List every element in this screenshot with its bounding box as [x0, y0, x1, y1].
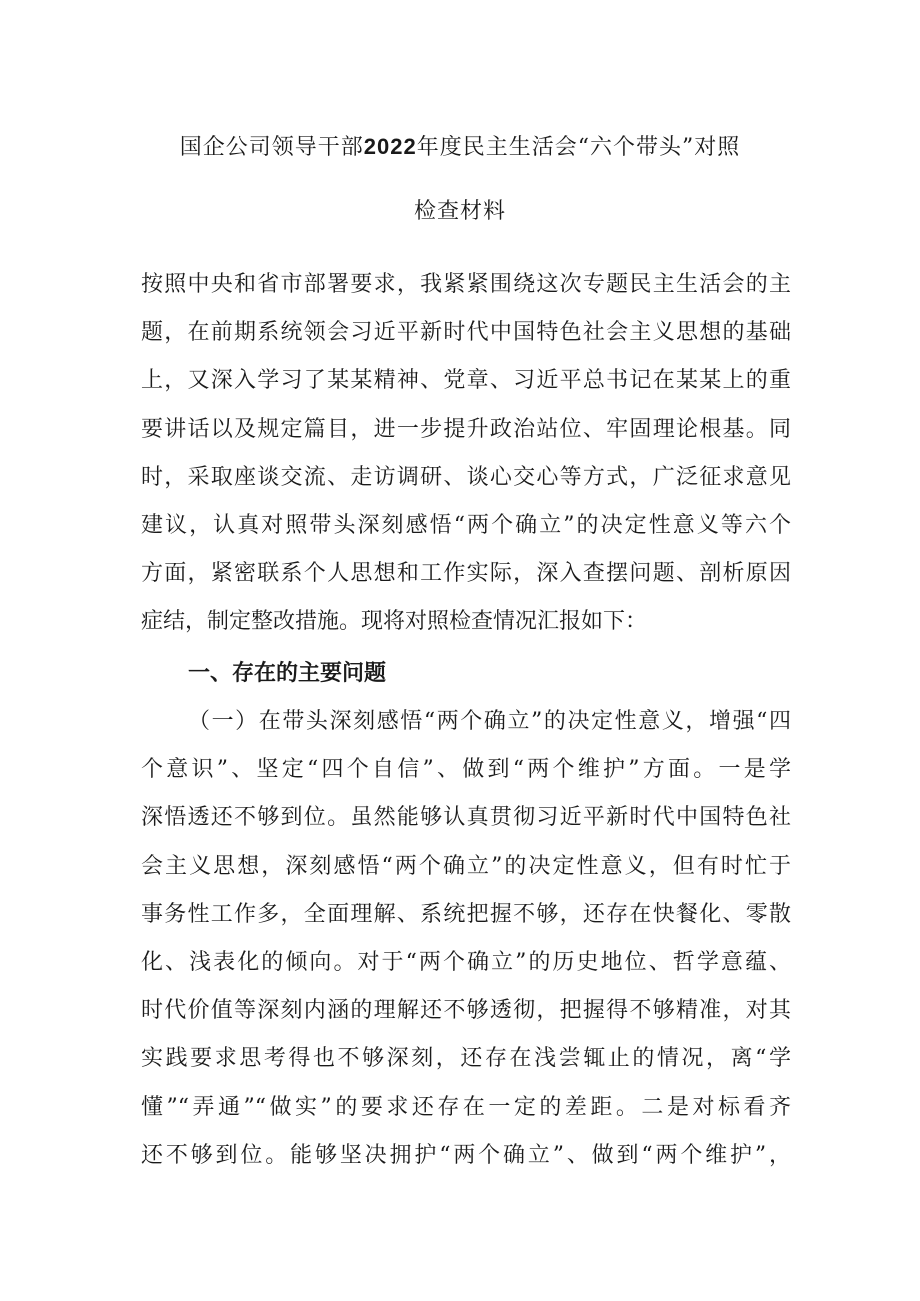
- title-year: 2022: [363, 134, 417, 159]
- title-suffix: 年度民主生活会“六个带头”对照: [416, 135, 741, 160]
- paragraph-line: 懂”“弄通”“做实”的要求还存在一定的差距。二是对标看齐: [141, 1094, 791, 1120]
- section-1-paragraph: [141, 698, 791, 1180]
- paragraph-line: 个意识”、坚定“四个自信”、做到“两个维护”方面。一是学: [141, 757, 791, 783]
- paragraph-line: 建议，认真对照带头深刻感悟“两个确立”的决定性意义等六个: [141, 512, 791, 538]
- paragraph-line: 事务性工作多，全面理解、系统把握不够，还存在快餐化、零散: [141, 901, 791, 927]
- paragraph-line: 症结，制定整改措施。现将对照检查情况汇报如下：: [141, 609, 648, 635]
- paragraph-line: 时代价值等深刻内涵的理解还不够透彻，把握得不够精准，对其: [141, 998, 791, 1024]
- paragraph-line: 还不够到位。能够坚决拥护“两个确立”、做到“两个维护”，: [141, 1142, 791, 1168]
- intro-paragraph: [141, 261, 791, 647]
- paragraph-line: （一）在带头深刻感悟“两个确立”的决定性意义，增强“四: [188, 709, 791, 734]
- document-title-line-1: [0, 130, 920, 161]
- paragraph-line: 化、浅表化的倾向。对于“两个确立”的历史地位、哲学意蕴、: [141, 949, 791, 975]
- paragraph-line: 时，采取座谈交流、走访调研、谈心交心等方式，广泛征求意见: [141, 464, 791, 490]
- paragraph-line: 题，在前期系统领会习近平新时代中国特色社会主义思想的基础: [141, 320, 791, 346]
- paragraph-line: 会主义思想，深刻感悟“两个确立”的决定性意义，但有时忙于: [141, 853, 791, 879]
- document-title-line-2: 检查材料: [413, 199, 506, 224]
- paragraph-line: 要讲话以及规定篇目，进一步提升政治站位、牢固理论根基。同: [141, 416, 791, 442]
- paragraph-line: 实践要求思考得也不够深刻，还存在浅尝辄止的情况，离“学: [141, 1046, 791, 1072]
- paragraph-line: 方面，紧密联系个人思想和工作实际，深入查摆问题、剖析原因: [141, 561, 791, 587]
- paragraph-line: 深悟透还不够到位。虽然能够认真贯彻习近平新时代中国特色社: [141, 805, 791, 831]
- section-heading: 一、存在的主要问题: [188, 660, 387, 686]
- title-prefix: 国企公司领导干部: [179, 135, 364, 160]
- paragraph-line: 上，又深入学习了某某精神、党章、习近平总书记在某某上的重: [141, 368, 791, 394]
- paragraph-line: 按照中央和省市部署要求，我紧紧围绕这次专题民主生活会的主: [141, 272, 791, 297]
